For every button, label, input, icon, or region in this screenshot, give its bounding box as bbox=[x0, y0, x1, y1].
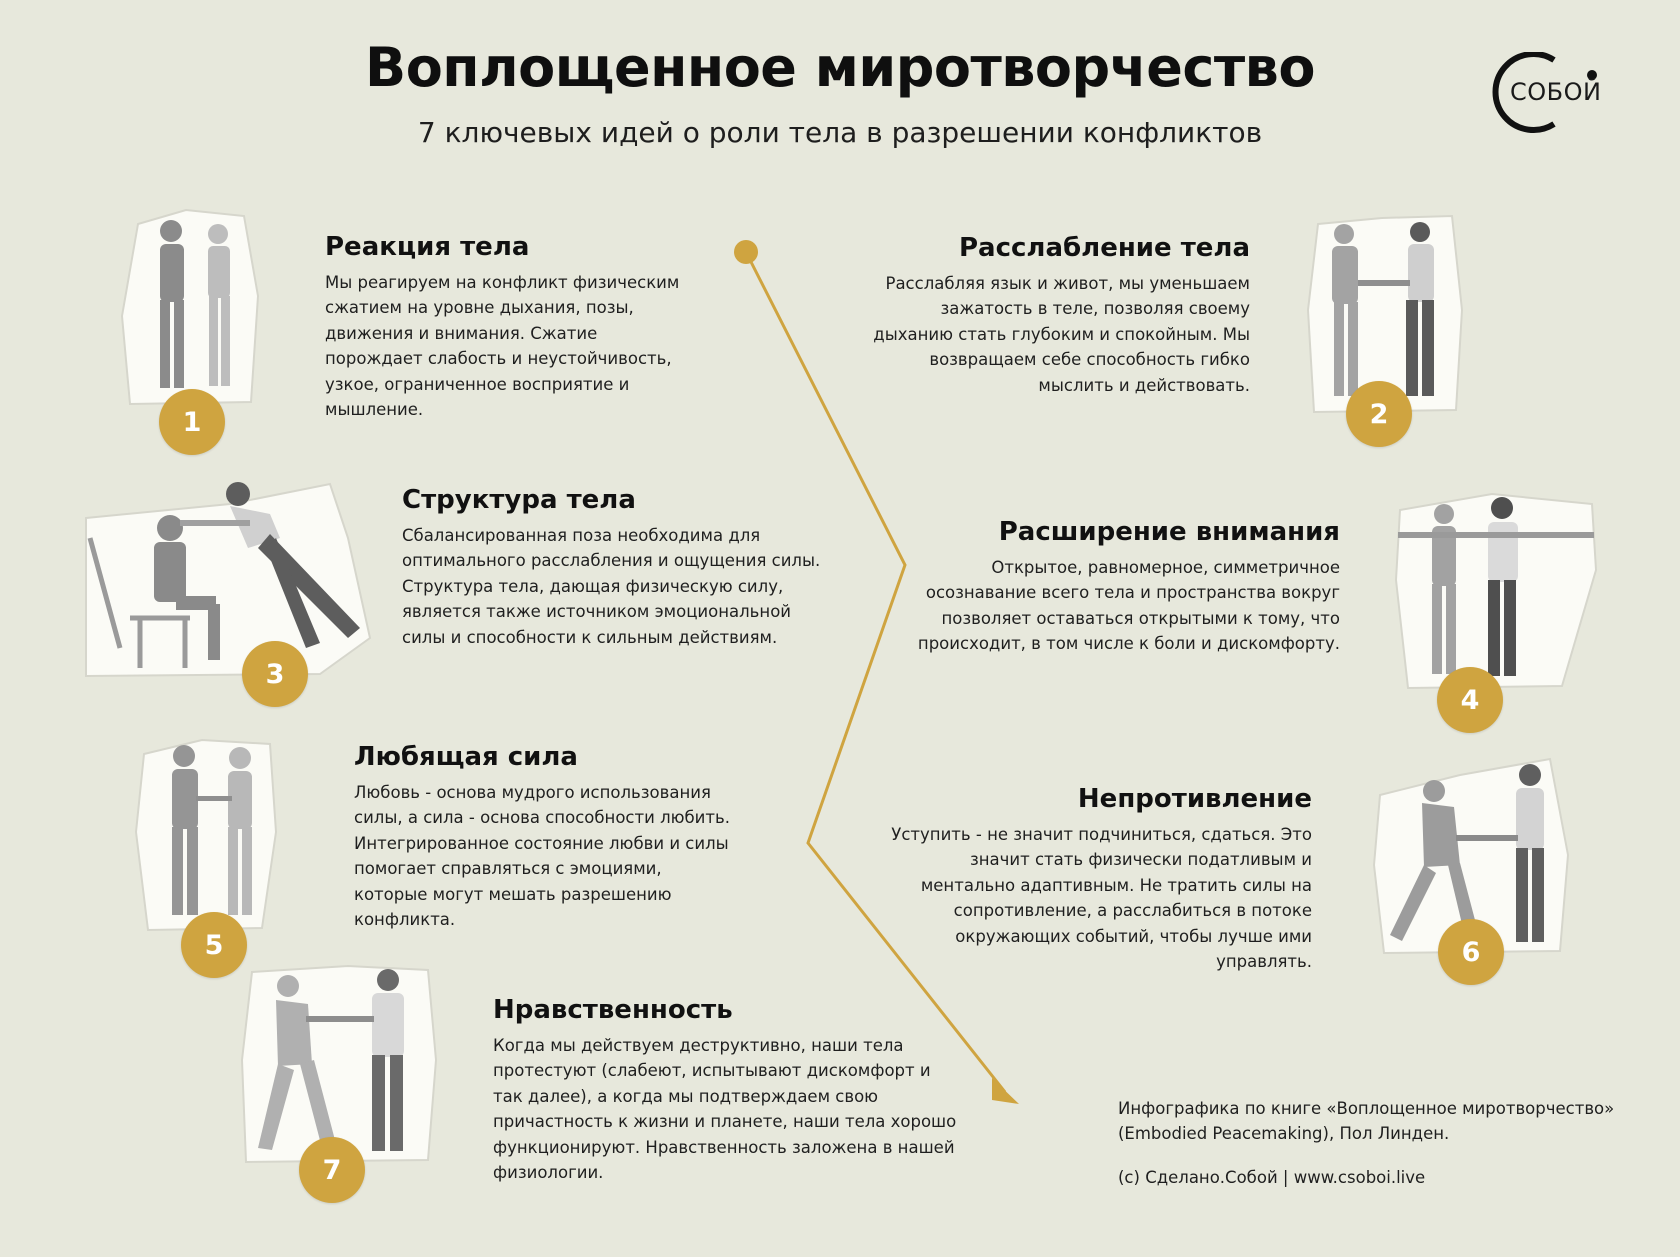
idea-number-badge: 5 bbox=[181, 912, 247, 978]
photo-idea-5 bbox=[130, 732, 285, 937]
page-subtitle: 7 ключевых идей о роли тела в разрешении конфликтов bbox=[417, 116, 1263, 149]
brand-logo-text: СОБОЙ bbox=[1510, 78, 1602, 106]
idea-number-badge: 3 bbox=[242, 641, 308, 707]
idea-block bbox=[354, 742, 734, 932]
idea-block bbox=[402, 485, 822, 650]
idea-title: Любящая сила bbox=[354, 742, 578, 772]
source-credit bbox=[1118, 1096, 1614, 1146]
idea-block bbox=[900, 517, 1340, 657]
idea-number-badge: 6 bbox=[1438, 919, 1504, 985]
idea-text: Сбалансированная поза необходима для оптимального расслабления и ощущения силы. Структура тела, дающая физическую силу, является также источником эмоциональной силы и способности к сильным действиям. bbox=[402, 526, 821, 647]
idea-number-badge: 1 bbox=[159, 389, 225, 455]
idea-title: Реакция тела bbox=[325, 232, 530, 262]
copyright-text: (с) Сделано.Собой | www.csoboi.live bbox=[1118, 1168, 1426, 1187]
idea-text: Открытое, равномерное, симметричное осознавание всего тела и пространства вокруг позволяет оставаться открытыми к тому, что происходит, в том числе к боли и дискомфорту. bbox=[917, 558, 1340, 654]
idea-block bbox=[493, 995, 963, 1185]
idea-number-badge: 2 bbox=[1346, 381, 1412, 447]
idea-text: Любовь - основа мудрого использования силы, а сила - основа способности любить. Интегрированное состояние любви и силы помогает справляться с эмоциями, которые могут мешать разрешению конфликта. bbox=[354, 783, 730, 930]
photo-idea-3 bbox=[80, 478, 375, 684]
page-title: Воплощенное миротворчество bbox=[365, 36, 1315, 99]
idea-title: Расширение внимания bbox=[998, 517, 1340, 547]
idea-title: Нравственность bbox=[493, 995, 733, 1025]
idea-title: Непротивление bbox=[1077, 784, 1312, 814]
photo-idea-1 bbox=[116, 206, 266, 414]
idea-block bbox=[325, 232, 695, 422]
idea-block bbox=[860, 233, 1250, 398]
idea-block bbox=[880, 784, 1312, 974]
idea-number-badge: 7 bbox=[299, 1137, 365, 1203]
credit-line-1: Инфографика по книге «Воплощенное миротворчество» bbox=[1118, 1099, 1615, 1118]
idea-title: Структура тела bbox=[402, 485, 636, 515]
idea-text: Мы реагируем на конфликт физическим сжатием на уровне дыхания, позы, движения и внимания. Сжатие порождает слабость и неустойчивость, узкое, ограниченное восприятие и мышление. bbox=[325, 273, 680, 420]
idea-number-badge: 4 bbox=[1437, 667, 1503, 733]
idea-text: Когда мы действуем деструктивно, наши тела протестуют (слабеют, испытывают дискомфорт и так далее), а когда мы подтверждаем свою причастность к жизни и планете, наши тела хорошо функционируют. Нравственность заложена в нашей физиологии. bbox=[493, 1036, 957, 1183]
idea-text: Уступить - не значит подчиниться, сдаться. Это значит стать физически податливым и ментально адаптивным. Не тратить силы на сопротивление, а расслабиться в потоке окружающих событий, чтобы лучше ими управлять. bbox=[891, 825, 1312, 972]
idea-title: Расслабление тела bbox=[958, 233, 1250, 263]
credit-line-2: (Embodied Peacemaking), Пол Линден. bbox=[1118, 1124, 1450, 1143]
photo-idea-4 bbox=[1392, 490, 1600, 696]
idea-text: Расслабляя язык и живот, мы уменьшаем зажатость в теле, позволяя своему дыханию стать глубоким и спокойным. Мы возвращаем себе способность гибко мыслить и действовать. bbox=[873, 274, 1250, 395]
